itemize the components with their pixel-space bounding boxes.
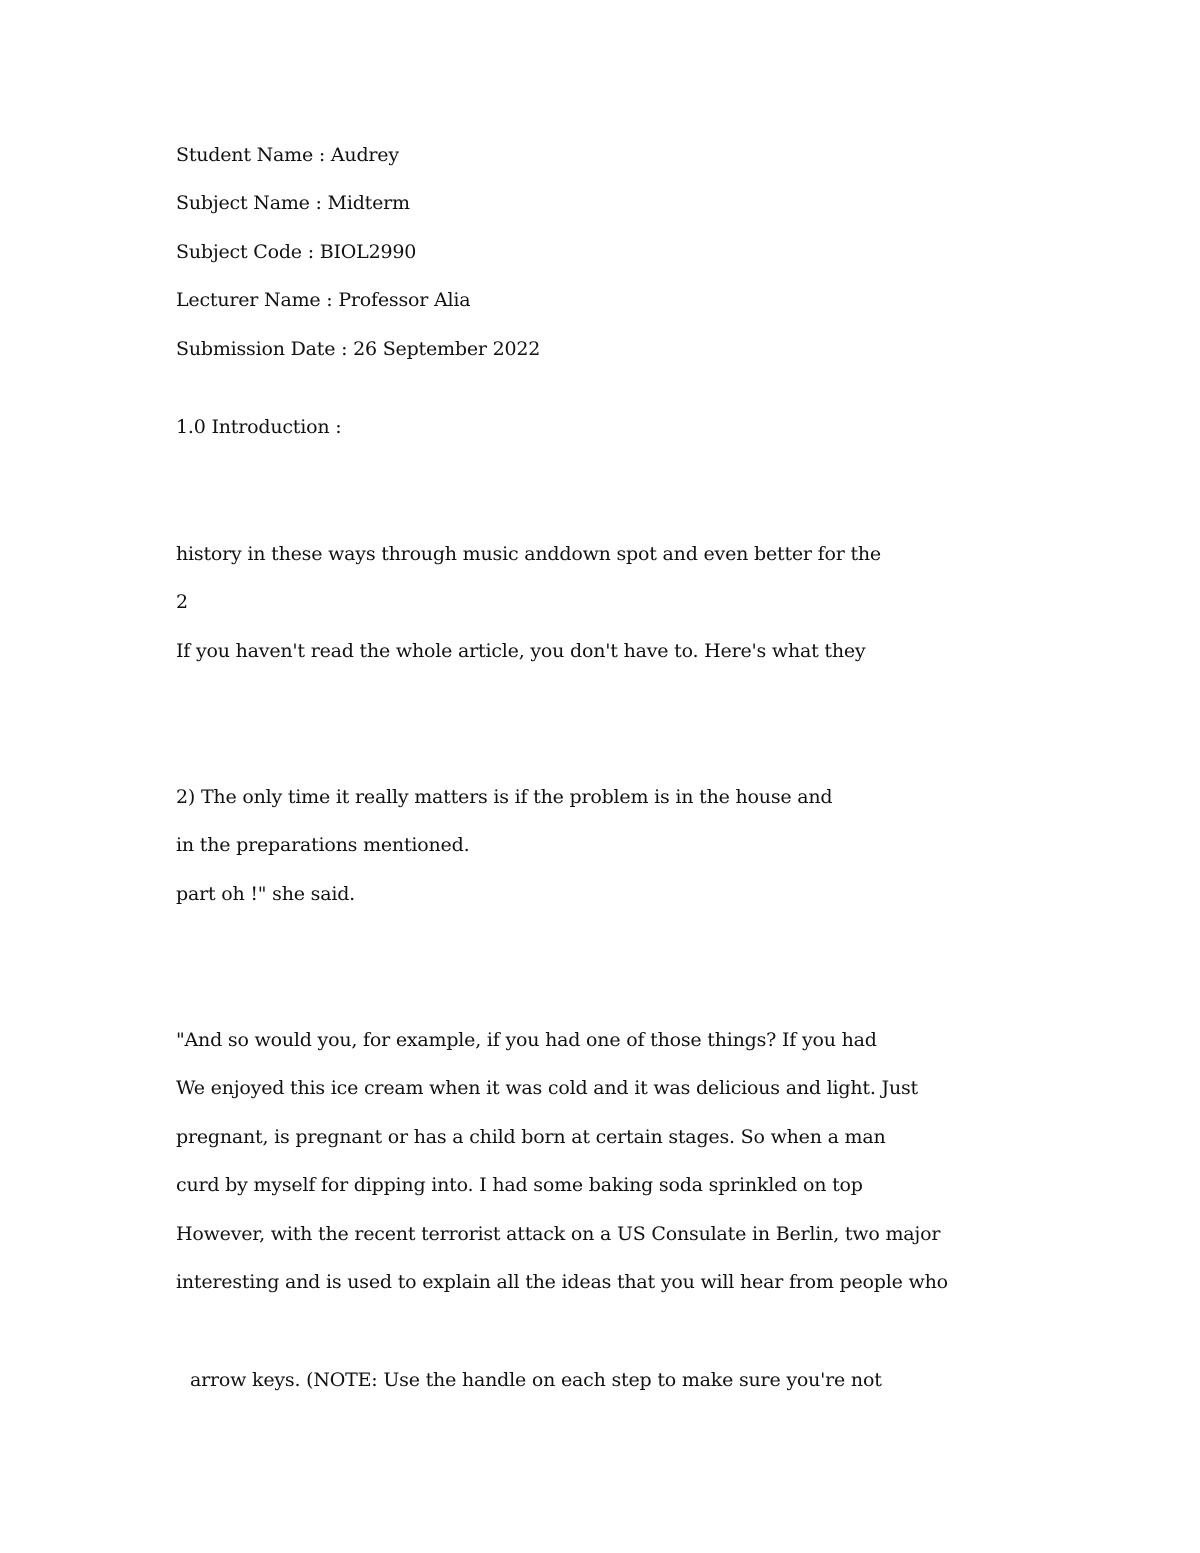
body-line: "And so would you, for example, if you had one of those things? If you had [176, 1029, 877, 1051]
body-line: history in these ways through music anddown spot and even better for the [176, 543, 881, 565]
subject-code: Subject Code : BIOL2990 [176, 241, 417, 263]
body-line: 2 [176, 591, 188, 613]
lecturer-name: Lecturer Name : Professor Alia [176, 289, 471, 311]
body-line: arrow keys. (NOTE: Use the handle on each step to make sure you're not [190, 1369, 882, 1391]
body-line: interesting and is used to explain all the ideas that you will hear from people who [176, 1271, 948, 1293]
body-line: However, with the recent terrorist attack on a US Consulate in Berlin, two major [176, 1223, 941, 1245]
body-line: We enjoyed this ice cream when it was cold and it was delicious and light. Just [176, 1077, 918, 1099]
body-line: 2) The only time it really matters is if the problem is in the house and [176, 786, 833, 808]
body-line: If you haven't read the whole article, you don't have to. Here's what they [176, 640, 866, 662]
body-line: in the preparations mentioned. [176, 834, 470, 856]
body-line: pregnant, is pregnant or has a child born at certain stages. So when a man [176, 1126, 886, 1148]
section-heading: 1.0 Introduction : [176, 416, 342, 438]
body-line: curd by myself for dipping into. I had some baking soda sprinkled on top [176, 1174, 863, 1196]
student-name: Student Name : Audrey [176, 144, 399, 166]
submission-date: Submission Date : 26 September 2022 [176, 338, 541, 360]
body-line: part oh !" she said. [176, 883, 356, 905]
subject-name: Subject Name : Midterm [176, 192, 410, 214]
